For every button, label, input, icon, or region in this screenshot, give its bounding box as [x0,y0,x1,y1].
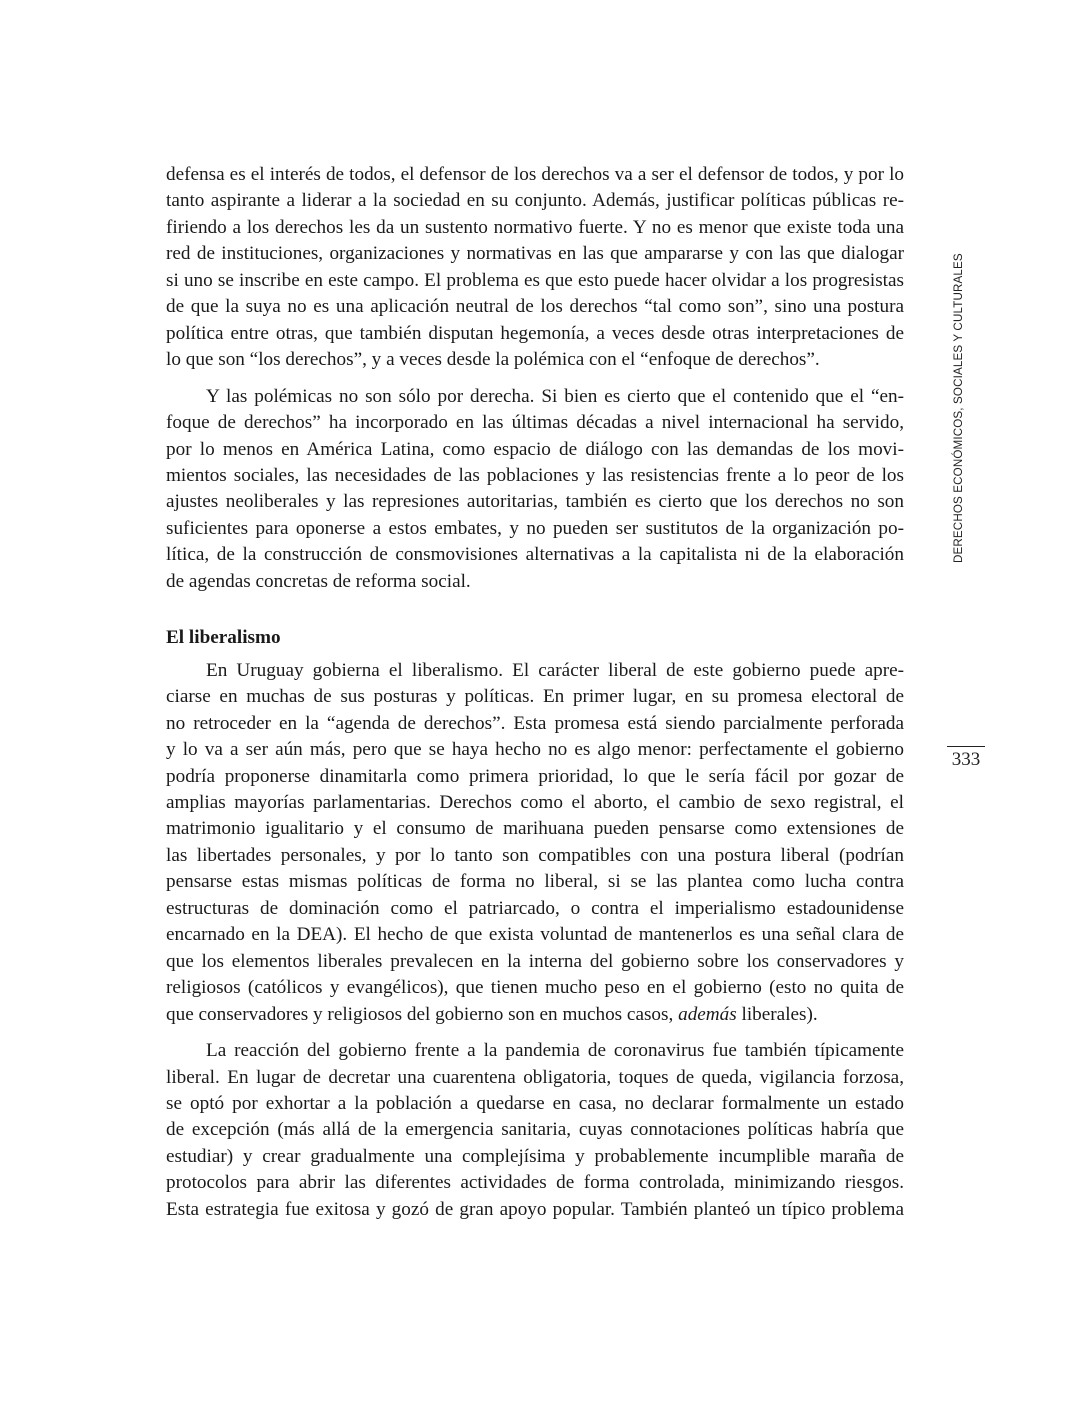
text-line: Esta estrategia fue exitosa y gozó de gran apoyo popular. También planteó un típico problema [166,1198,904,1220]
page-number: 333 [951,749,981,770]
text-line: por lo menos en América Latina, como espacio de diálogo con las demandas de los movi- [166,438,904,460]
text-line: Y las polémicas no son sólo por derecha. Si bien es cierto que el contenido que el “en- [206,385,904,407]
page-number-block [947,746,985,771]
text-span: que conservadores y religiosos del gobierno son en muchos casos, [166,1003,679,1025]
emphasis-text: además [678,1003,737,1025]
text-line: tanto aspirante a liderar a la sociedad en su conjunto. Además, justificar políticas públicas re- [166,190,904,212]
text-span: liberales). [736,1003,818,1025]
text-line: estructuras de dominación como el patriarcado, o contra el imperialismo estadounidense [166,897,904,919]
text-line: suficientes para oponerse a estos embates, y no pueden ser sustitutos de la organización po- [166,517,904,539]
text-line: protocolos para abrir las diferentes actividades de forma controlada, minimizando riesgos. [166,1172,904,1194]
text-line: las libertades personales, y por lo tanto son compatibles con una postura liberal (podrían [166,844,904,866]
text-line: encarnado en la DEA). El hecho de que exista voluntad de mantenerlos es una señal clara de [166,924,904,946]
running-header: DERECHOS ECONÓMICOS, SOCIALES Y CULTURALES [952,253,965,563]
text-line: podría proponerse dinamitarla como primera prioridad, lo que le sería fácil por gozar de [166,765,904,787]
text-line: y lo va a ser aún más, pero que se haya hecho no es algo menor: perfectamente el gobierno [166,739,904,761]
text-line: que los elementos liberales prevalecen en la interna del gobierno sobre los conservadores y [166,950,904,972]
paragraph [166,1038,904,1223]
text-line: firiendo a los derechos les da un sustento normativo fuerte. Y no es menor que existe toda una [166,216,904,238]
text-line: red de instituciones, organizaciones y normativas en las que ampararse y con las que dialogar [166,243,904,265]
text-line: mientos sociales, las necesidades de las poblaciones y las resistencias frente a lo peor de los [166,464,904,486]
paragraph [166,384,904,596]
text-line [166,1002,904,1028]
body-text [166,162,904,1223]
text-line: lítica, de la construcción de consmovisiones alternativas a la capitalista ni de la elaboración [166,544,904,566]
text-line: estudiar) y crear gradualmente una complejísima y probablemente incumplible maraña de [166,1145,904,1167]
text-line: La reacción del gobierno frente a la pandemia de coronavirus fue también típicamente [206,1040,904,1062]
text-line: amplias mayorías parlamentarias. Derechos como el aborto, el cambio de sexo registral, el [166,791,904,813]
text-line: ciarse en muchas de sus posturas y políticas. En primer lugar, en su promesa electoral de [166,686,904,708]
text-line: de agendas concretas de reforma social. [166,570,471,592]
paragraph [166,162,904,374]
text-line: si uno se inscribe en este campo. El problema es que esto puede hacer olvidar a los progresistas [166,269,904,291]
text-line: liberal. En lugar de decretar una cuarentena obligatoria, toques de queda, vigilancia forzosa, [166,1066,904,1088]
text-line: de excepción (más allá de la emergencia sanitaria, cuyas connotaciones políticas habría que [166,1119,904,1141]
text-line: política entre otras, que también disputan hegemonía, a veces desde otras interpretaciones de [166,322,904,344]
text-line: pensarse estas mismas políticas de forma no liberal, si se las plantea como lucha contra [166,871,904,893]
text-line: foque de derechos” ha incorporado en las últimas décadas a nivel internacional ha servido, [166,412,904,434]
text-line: se optó por exhortar a la población a quedarse en casa, no declarar formalmente un estado [166,1092,904,1114]
text-line: defensa es el interés de todos, el defensor de los derechos va a ser el defensor de todos, y por lo [166,164,904,185]
text-line: matrimonio igualitario y el consumo de marihuana pueden pensarse como extensiones de [166,818,904,840]
text-line: no retroceder en la “agenda de derechos”. Esta promesa está siendo parcialmente perforada [166,712,904,734]
text-line: lo que son “los derechos”, y a veces desde la polémica con el “enfoque de derechos”. [166,349,820,371]
section-heading: El liberalismo [166,627,281,649]
page-number-rule [947,746,985,747]
text-line: religiosos (católicos y evangélicos), que tienen mucho peso en el gobierno (esto no quita de [166,977,904,999]
paragraph [166,658,904,1028]
text-line: de que la suya no es una aplicación neutral de los derechos “tal como son”, sino una postura [166,296,904,318]
text-line: ajustes neoliberales y las represiones autoritarias, también es cierto que los derechos no son [166,491,904,513]
text-line: En Uruguay gobierna el liberalismo. El carácter liberal de este gobierno puede apre- [206,659,904,681]
